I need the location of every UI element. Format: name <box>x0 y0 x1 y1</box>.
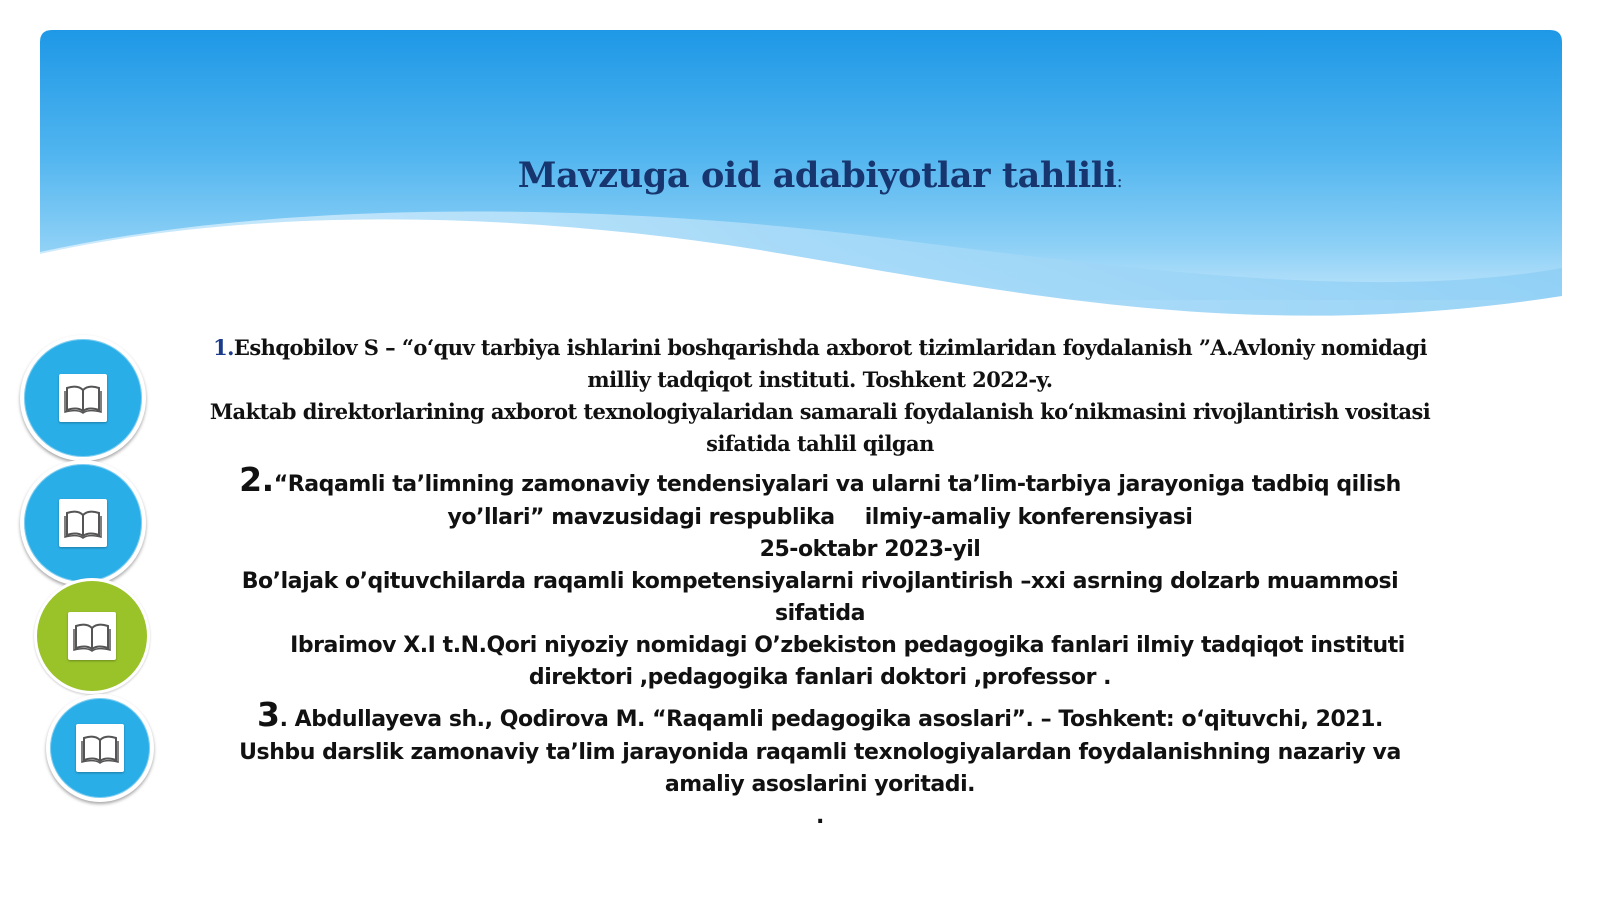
reference-2-line-1 <box>170 460 1470 502</box>
book-icon <box>76 724 124 772</box>
reference-2-line-5: sifatida <box>774 601 866 626</box>
reference-2 <box>170 460 1470 694</box>
reference-2-line-6: Ibraimov X.I t.N.Qori niyoziy nomidagi O’zbekiston pedagogika fanlari ilmiy tadqiqot instituti <box>290 633 1405 658</box>
references-content <box>170 332 1470 833</box>
book-icon <box>59 374 107 422</box>
reference-1-number: 1. <box>213 335 234 360</box>
book-icon-circle-2 <box>20 460 146 586</box>
reference-1-line-3: Maktab direktorlarining axborot texnologiyalaridan samarali foydalanish ko‘nikmasini rivojlantirish vositasi <box>209 399 1431 424</box>
reference-2-line-2a: yo’llari” mavzusidagi respublika <box>447 505 835 530</box>
reference-3-line-4: . <box>816 804 824 829</box>
reference-2-line-4: Bo’lajak o’qituvchilarda raqamli kompetensiyalarni rivojlantirish –xxi asrning dolzarb muammosi <box>241 569 1399 594</box>
reference-1-line-1 <box>170 332 1470 364</box>
reference-3-number: 3 <box>257 695 280 734</box>
slide-title <box>0 155 1600 196</box>
book-icon <box>59 499 107 547</box>
reference-1-line-4: sifatida tahlil qilgan <box>706 431 934 456</box>
reference-2-line-2b: ilmiy-amaliy konferensiyasi <box>864 505 1193 530</box>
book-icon-circle-1 <box>20 335 146 461</box>
reference-3-line-1 <box>170 695 1470 737</box>
reference-2-line-2 <box>170 502 1470 534</box>
reference-3-text: . Abdullayeva sh., Qodirova M. “Raqamli pedagogika asoslari”. – Toshkent: o‘qituvchi, 2021. <box>279 707 1383 732</box>
reference-2-line-7: direktori ,pedagogika fanlari doktori ,professor . <box>528 665 1112 690</box>
reference-3-line-3: amaliy asoslarini yoritadi. <box>664 772 976 797</box>
slide-title-colon: : <box>1116 171 1123 192</box>
reference-1-line-2: milliy tadqiqot instituti. Toshkent 2022-y. <box>587 367 1053 392</box>
reference-3 <box>170 695 1470 833</box>
reference-3-line-2: Ushbu darslik zamonaviy ta’lim jarayonida raqamli texnologiyalardan foydalanishning nazariy va <box>239 740 1401 765</box>
reference-2-line-3: 25-oktabr 2023-yil <box>759 537 981 562</box>
reference-2-number: 2. <box>239 460 274 499</box>
book-icon-circle-4 <box>46 694 154 802</box>
reference-1 <box>170 332 1470 460</box>
book-icon <box>68 612 116 660</box>
book-icon-circle-3 <box>34 578 150 694</box>
reference-1-text: Eshqobilov S – “o‘quv tarbiya ishlarini boshqarishda axborot tizimlaridan foydalanish ”A.Avloniy nomidagi <box>233 335 1427 360</box>
slide-title-text: Mavzuga oid adabiyotlar tahlili <box>517 155 1117 196</box>
reference-2-text: “Raqamli ta’limning zamonaviy tendensiyalari va ularni ta’lim-tarbiya jarayoniga tadbiq qilish <box>273 472 1401 497</box>
